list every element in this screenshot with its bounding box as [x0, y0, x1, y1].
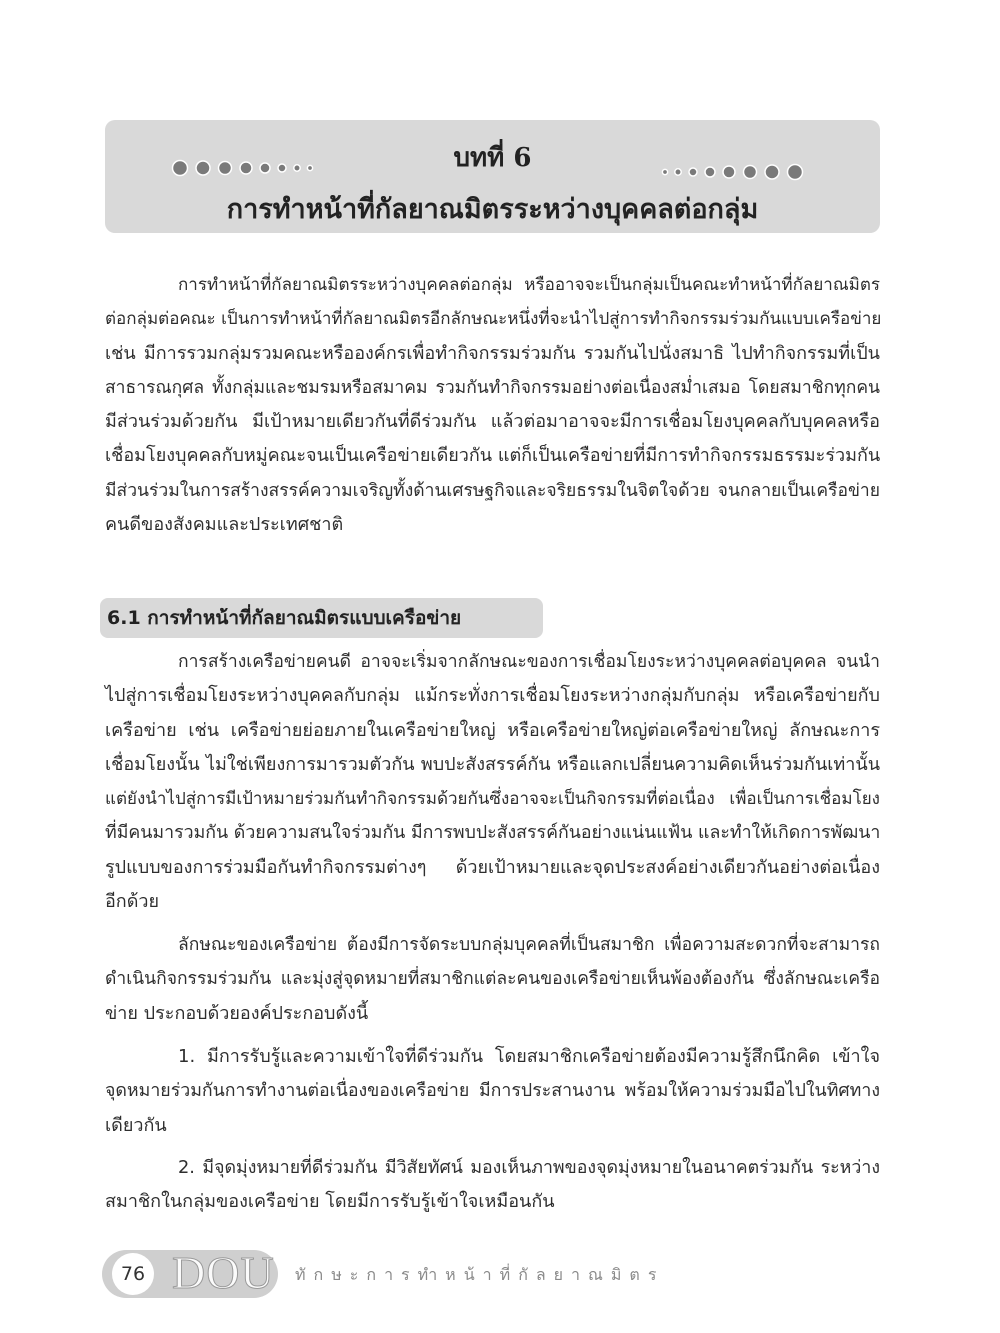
footer-badge [102, 1247, 278, 1298]
text-line: เชื่อมโยงนั้น ไม่ใช่เพียงการมารวมตัวกัน พบปะสังสรรค์กัน หรือแลกเปลี่ยนความคิดเห็นร่วมกันเท่านั้น [105, 753, 880, 775]
list-item-2 [105, 1151, 880, 1220]
intro-paragraph [105, 268, 880, 542]
section-heading: 6.1 การทำหน้าที่กัลยาณมิตรแบบเครือข่าย [107, 607, 462, 629]
section-paragraph-1 [105, 645, 880, 919]
text-line: รูปแบบของการร่วมมือกันทำกิจกรรมต่างๆ ด้วยเป้าหมายและจุดประสงค์อย่างเดียวกันอย่างต่อเนื่อง [105, 856, 880, 878]
text-line: 1. มีการรับรู้และความเข้าใจที่ดีร่วมกัน โดยสมาชิกเครือข่ายต้องมีความรู้สึกนึกคิด เข้าใจ [178, 1046, 880, 1067]
text-line: เชื่อมโยงบุคคลกับหมู่คณะจนเป็นเครือข่ายเดียวกัน แต่ก็เป็นเครือข่ายที่มีการทำกิจกรรมธรรมะร่วมกัน [105, 445, 881, 467]
text-line: ดำเนินกิจกรรมร่วมกัน และมุ่งสู่จุดหมายที่สมาชิกแต่ละคนของเครือข่ายเห็นพ้องต้องกัน ซึ่งลักษณะเครือ [105, 969, 880, 990]
section-paragraph-2 [105, 928, 880, 1031]
text-line: ข่าย ประกอบด้วยองค์ประกอบดังนี้ [105, 1002, 369, 1024]
text-line: ต่อกลุ่มต่อคณะ เป็นการทำหน้าที่กัลยาณมิตรอีกลักษณะหนึ่งที่จะนำไปสู่การทำกิจกรรมร่วมกันแบบเครือข่าย [105, 309, 882, 330]
chapter-header [105, 120, 880, 233]
text-line: เครือข่าย เช่น เครือข่ายย่อยภายในเครือข่ายใหญ่ หรือเครือข่ายใหญ่ต่อเครือข่ายใหญ่ ลักษณะการ [105, 719, 880, 741]
text-line: มีส่วนร่วมด้วยกัน มีเป้าหมายเดียวกันที่ดีร่วมกัน แล้วต่อมาอาจจะมีการเชื่อมโยงบุคคลกับบุคคลหรือ [105, 411, 880, 433]
book-title: ทักษะการทำหน้าที่กัลยาณมิตร [295, 1265, 665, 1284]
text-line: เดียวกัน [105, 1114, 167, 1136]
text-line: ไปสู่การเชื่อมโยงระหว่างบุคคลกับกลุ่ม แม้กระทั่งการเชื่อมโยงระหว่างกลุ่มกับกลุ่ม หรือเครือข่ายกับ [105, 685, 880, 707]
dou-logo: DOU [172, 1247, 275, 1298]
text-line: จุดหมายร่วมกันการทำงานต่อเนื่องของเครือข่าย มีการประสานงาน พร้อมให้ความร่วมมือไปในทิศทาง [105, 1081, 880, 1102]
section-heading-box [100, 598, 543, 638]
text-line: 2. มีจุดมุ่งหมายที่ดีร่วมกัน มีวิสัยทัศน์ มองเห็นภาพของจุดมุ่งหมายในอนาคตร่วมกัน ระหว่าง [178, 1158, 880, 1178]
text-line: สมาชิกในกลุ่มของเครือข่าย โดยมีการรับรู้เข้าใจเหมือนกัน [105, 1191, 555, 1213]
list-item-1 [105, 1040, 880, 1143]
text-line: ที่มีคนมารวมกัน ด้วยความสนใจร่วมกัน มีการพบปะสังสรรค์กันอย่างแน่นแฟ้น และทำให้เกิดการพัฒนา [105, 823, 881, 844]
text-line: การทำหน้าที่กัลยาณมิตรระหว่างบุคคลต่อกลุ่ม หรืออาจจะเป็นกลุ่มเป็นคณะทำหน้าที่กัลยาณมิตร [178, 275, 880, 295]
text-line: สาธารณกุศล ทั้งกลุ่มและชมรมหรือสมาคม รวมกันทำกิจกรรมอย่างต่อเนื่องสม่ำเสมอ โดยสมาชิกทุกคน [105, 377, 880, 398]
text-line: ลักษณะของเครือข่าย ต้องมีการจัดระบบกลุ่มบุคคลที่เป็นสมาชิก เพื่อความสะดวกที่จะสามารถ [178, 935, 880, 955]
chapter-label: บทที่ 6 [453, 143, 532, 173]
text-line: มีส่วนร่วมในการสร้างสรรค์ความเจริญทั้งด้านเศรษฐกิจและจริยธรรมในจิตใจด้วย จนกลายเป็นเครือข่าย [105, 480, 880, 501]
text-line: แต่ยังนำไปสู่การมีเป้าหมายร่วมกันทำกิจกรรมด้วยกันซึ่งอาจจะเป็นกิจกรรมที่ต่อเนื่อง เพื่อเป็นการเชื่อมโยง [105, 789, 880, 810]
text-line: อีกด้วย [105, 891, 160, 913]
chapter-title: การทำหน้าที่กัลยาณมิตรระหว่างบุคคลต่อกลุ่ม [226, 194, 759, 225]
page-number: 76 [112, 1253, 154, 1295]
text-line: คนดีของสังคมและประเทศชาติ [105, 514, 344, 536]
text-line: เช่น มีการรวมกลุ่มรวมคณะหรือองค์กรเพื่อทำกิจกรรมร่วมกัน รวมกันไปนั่งสมาธิ ไปทำกิจกรรมที่เป็น [105, 342, 880, 364]
text-line: การสร้างเครือข่ายคนดี อาจจะเริ่มจากลักษณะของการเชื่อมโยงระหว่างบุคคลต่อบุคคล จนนำ [178, 652, 880, 672]
